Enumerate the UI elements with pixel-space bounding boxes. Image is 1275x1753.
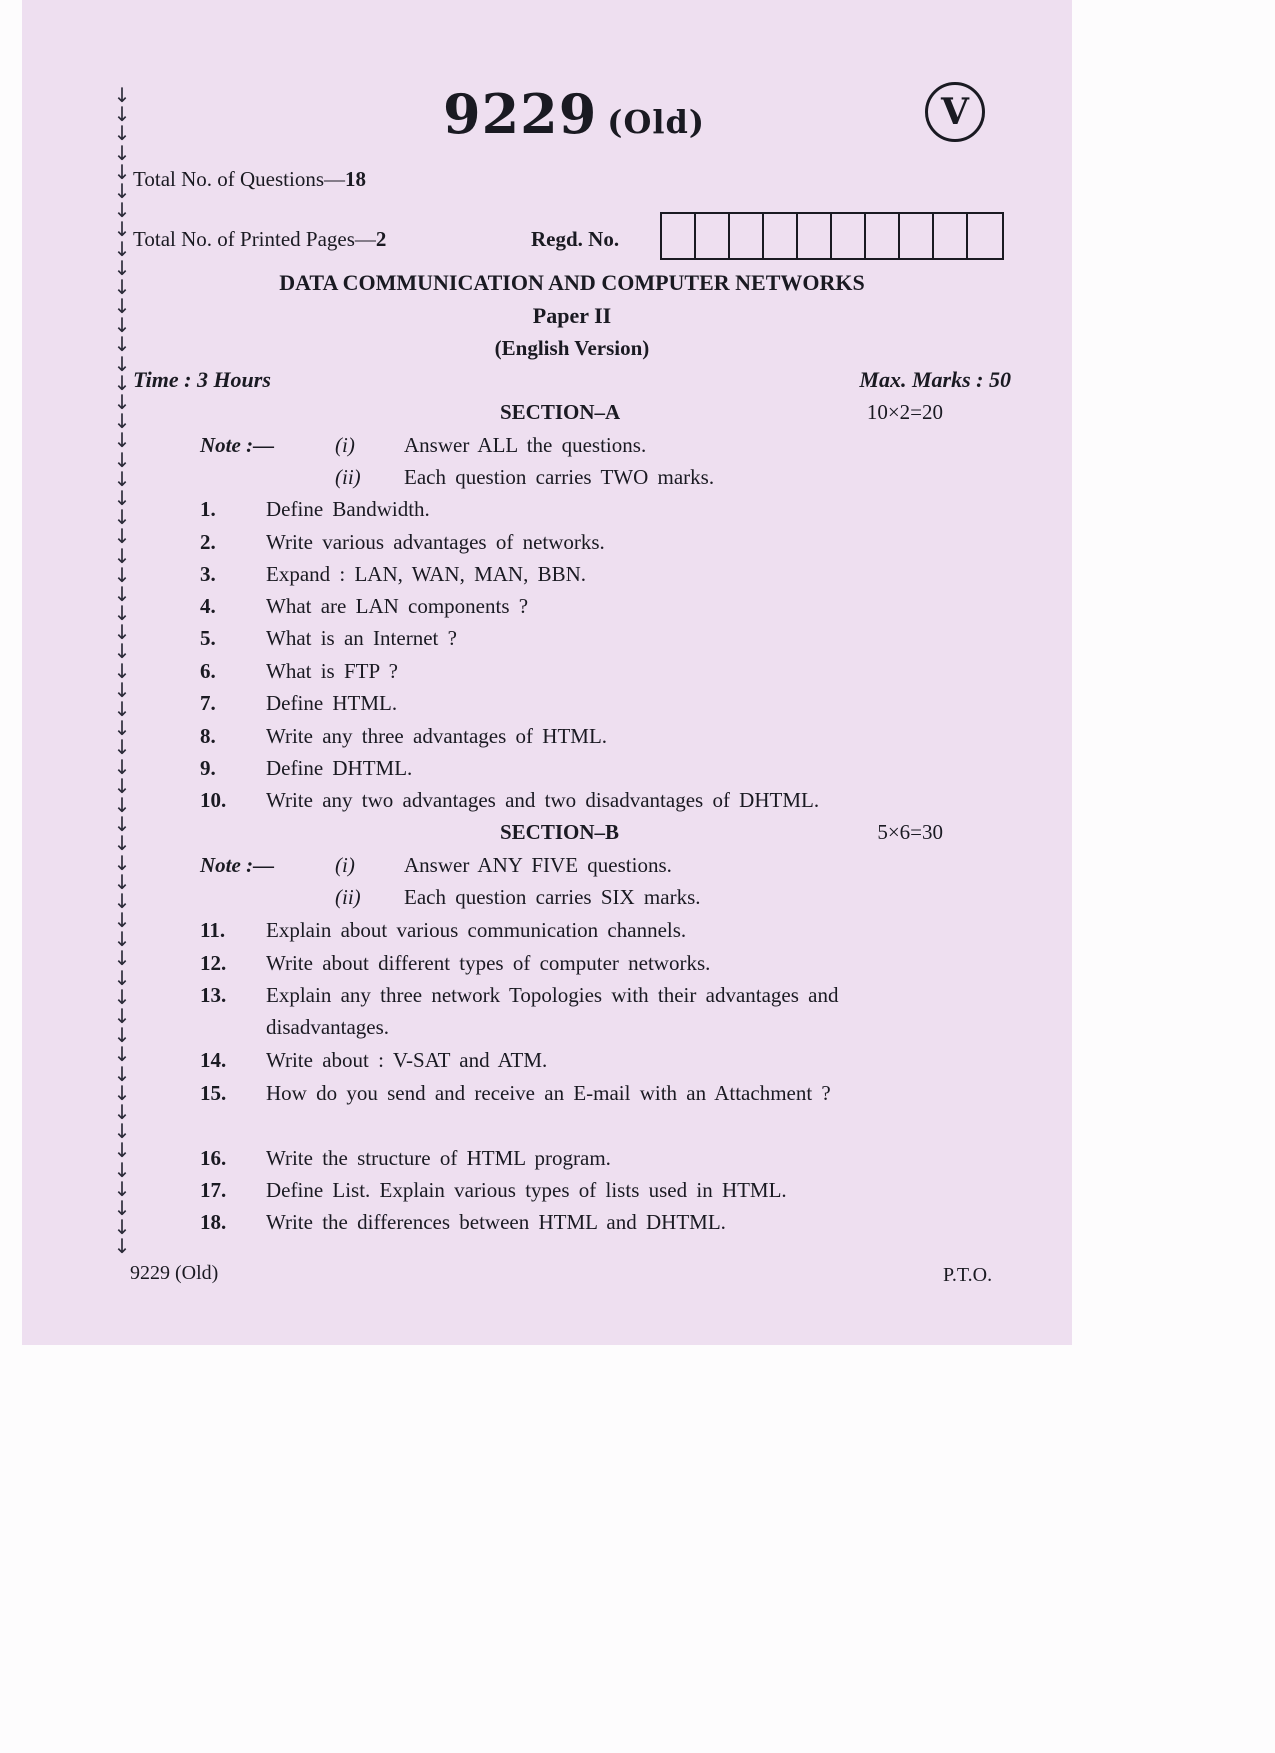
total-pages-label: Total No. of Printed Pages— [133,227,376,251]
down-arrow-icon: ↓ [113,601,131,626]
down-arrow-icon: ↓ [113,159,131,184]
note-text: Each question carries SIX marks. [404,885,701,909]
note-number: (ii) [335,465,361,489]
question-number: 11. [200,918,226,942]
section-a-marks: 10×2=20 [866,400,943,424]
language-version: (English Version) [494,336,650,360]
question-number: 18. [200,1210,227,1234]
down-arrow-icon: ↓ [113,965,131,990]
regd-box [866,214,900,258]
note-number: (ii) [335,885,361,909]
regd-box [696,214,730,258]
down-arrow-icon: ↓ [113,792,131,817]
note-text: Each question carries TWO marks. [404,465,715,489]
footer-pto: P.T.O. [943,1264,993,1286]
down-arrow-icon: ↓ [113,466,131,491]
down-arrow-icon: ↓ [113,505,131,530]
down-arrow-icon: ↓ [113,1215,131,1240]
down-arrow-icon: ↓ [113,236,131,261]
question-text: Define DHTML. [266,756,413,780]
question-text: Define List. Explain various types of lists used in HTML. [266,1178,787,1202]
down-arrow-icon: ↓ [113,1157,131,1182]
question-number: 1. [200,497,216,521]
down-arrow-icon: ↓ [113,946,131,971]
down-arrow-icon: ↓ [113,332,131,357]
regd-box [900,214,934,258]
question-text: What is an Internet ? [266,626,457,650]
question-text: Define Bandwidth. [266,497,430,521]
question-text: Write the differences between HTML and DHTML. [266,1210,726,1234]
total-questions-value: 18 [345,167,367,191]
total-questions [133,167,366,192]
max-marks: Max. Marks : 50 [859,367,1011,392]
version-badge [925,82,985,142]
note-text: Answer ALL the questions. [404,433,647,457]
question-number: 2. [200,530,216,554]
down-arrow-icon: ↓ [113,562,131,587]
paper-code [443,82,705,146]
paper-number: Paper II [532,303,612,328]
down-arrow-icon: ↓ [113,428,131,453]
regd-box [662,214,696,258]
down-arrow-icon: ↓ [113,274,131,299]
down-arrow-icon: ↓ [113,984,131,1009]
down-arrow-icon: ↓ [113,178,131,203]
down-arrow-icon: ↓ [113,1004,131,1028]
down-arrow-icon: ↓ [113,869,131,894]
down-arrow-icon: ↓ [113,255,131,280]
down-arrow-icon: ↓ [113,850,131,875]
down-arrow-icon: ↓ [113,812,131,837]
question-text: Write about : V-SAT and ATM. [266,1048,548,1072]
note-text: Answer ANY FIVE questions. [404,853,672,877]
down-arrow-icon: ↓ [113,121,131,146]
down-arrow-icon: ↓ [113,697,131,721]
regd-box [730,214,764,258]
down-arrow-icon: ↓ [113,543,131,568]
down-arrow-icon: ↓ [113,409,131,434]
down-arrow-icon: ↓ [113,447,131,472]
down-arrow-icon: ↓ [113,677,131,702]
question-text: Write the structure of HTML program. [266,1146,611,1170]
note-number: (i) [335,433,355,457]
paper-code-suffix: (Old) [607,103,705,141]
down-arrow-icon: ↓ [113,140,131,165]
down-arrow-icon: ↓ [113,620,131,645]
down-arrow-icon: ↓ [113,1195,131,1220]
down-arrow-icon: ↓ [113,1080,131,1105]
question-number: 8. [200,724,216,748]
question-number: 10. [200,788,227,812]
down-arrow-icon: ↓ [113,581,131,606]
question-number: 3. [200,562,216,586]
down-arrow-icon: ↓ [113,351,131,376]
total-pages [133,227,386,252]
down-arrow-icon: ↓ [113,888,131,913]
question-text: Write any three advantages of HTML. [266,724,608,748]
question-number: 13. [200,983,227,1007]
down-arrow-icon: ↓ [113,83,131,107]
question-text: What are LAN components ? [266,594,529,618]
question-text: Define HTML. [266,691,398,715]
down-arrow-icon: ↓ [113,313,131,338]
down-arrow-icon: ↓ [113,639,131,664]
time-allowed: Time : 3 Hours [133,367,271,392]
regd-box [798,214,832,258]
section-a-title: SECTION–A [500,400,621,424]
question-number: 16. [200,1146,227,1170]
paper-code-number: 9229 [443,82,598,146]
question-number: 5. [200,626,216,650]
note-label: Note :— [200,433,275,457]
question-number: 6. [200,659,216,683]
question-number: 14. [200,1048,227,1072]
down-arrow-icon: ↓ [113,927,131,952]
question-number: 12. [200,951,227,975]
down-arrow-icon: ↓ [113,754,131,779]
question-number: 15. [200,1081,227,1105]
down-arrow-icon: ↓ [113,716,131,741]
down-arrow-icon: ↓ [113,217,131,242]
question-number: 7. [200,691,216,715]
footer-code: 9229 (Old) [130,1262,219,1284]
question-number: 4. [200,594,216,618]
down-arrow-icon: ↓ [113,370,131,395]
regd-box [832,214,866,258]
down-arrow-icon: ↓ [113,831,131,856]
down-arrow-icon: ↓ [113,294,131,319]
question-number: 9. [200,756,216,780]
down-arrow-icon: ↓ [113,1176,131,1201]
question-text: Expand : LAN, WAN, MAN, BBN. [266,562,587,586]
down-arrow-icon: ↓ [113,102,131,127]
regd-box [968,214,1002,258]
down-arrow-icon: ↓ [113,1234,131,1259]
version-letter: V [941,91,969,133]
section-b-marks: 5×6=30 [877,820,943,844]
question-text: Explain about various communication channels. [266,918,687,942]
down-arrow-icon: ↓ [113,658,131,683]
regd-no-boxes [660,212,1004,260]
question-number: 17. [200,1178,227,1202]
regd-box [764,214,798,258]
regd-box [934,214,968,258]
down-arrow-icon: ↓ [113,524,131,549]
down-arrow-icon: ↓ [113,485,131,510]
time-marks-row [133,367,1011,393]
total-pages-value: 2 [375,227,387,251]
question-text: Write any two advantages and two disadvantages of DHTML. [266,788,820,812]
down-arrow-icon: ↓ [113,735,131,760]
question-text: Explain any three network Topologies with their advantages and disadvantages. [266,983,839,1039]
total-questions-label: Total No. of Questions— [133,167,346,191]
regd-no-label: Regd. No. [531,227,620,251]
down-arrow-icon: ↓ [113,198,131,223]
question-text: Write about different types of computer networks. [266,951,711,975]
down-arrow-icon: ↓ [113,908,131,933]
down-arrow-icon: ↓ [113,1119,131,1144]
question-text: What is FTP ? [266,659,398,683]
down-arrow-icon: ↓ [113,1138,131,1163]
note-label: Note :— [200,853,275,877]
note-number: (i) [335,853,355,877]
section-b-title: SECTION–B [500,820,620,844]
down-arrow-icon: ↓ [113,1099,131,1124]
down-arrow-icon: ↓ [113,390,131,414]
down-arrow-icon: ↓ [113,1042,131,1067]
question-text: How do you send and receive an E-mail with an Attachment ? [266,1081,831,1105]
down-arrow-icon: ↓ [113,1023,131,1048]
down-arrow-icon: ↓ [113,773,131,798]
question-text: Write various advantages of networks. [266,530,605,554]
margin-arrows [112,83,132,1259]
down-arrow-icon: ↓ [113,1061,131,1086]
subject-title: DATA COMMUNICATION AND COMPUTER NETWORKS [279,270,865,295]
